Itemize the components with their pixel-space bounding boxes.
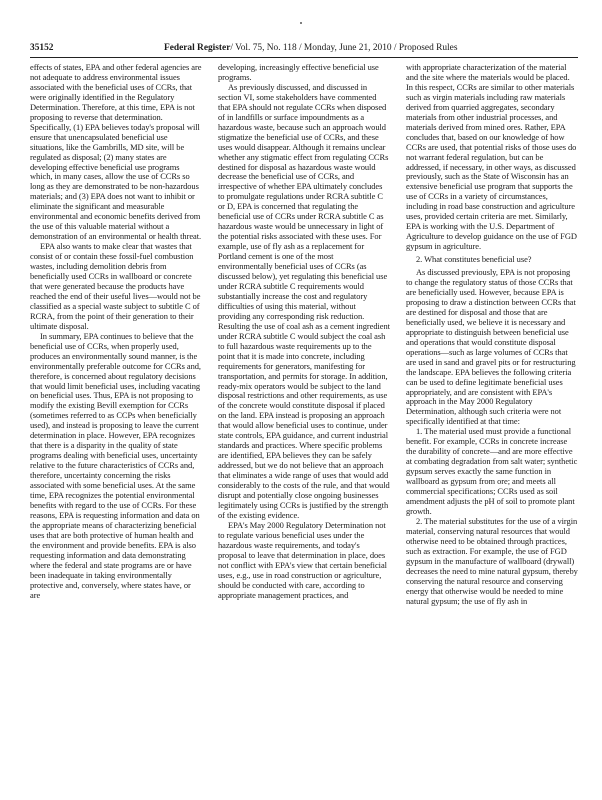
- paragraph: 2. The material substitutes for the use of a virgin material, conserving natural resources that would otherwise need to be obtained through practices, such as extraction. For example, the use of FGD gypsum in the manufacture of wallboard (drywall) decreases the need to mine natural gypsum, thereby conserving the natural resource and conserving energy that otherwise would be needed to mine natural gypsum; the use of fly ash in: [406, 515, 578, 606]
- page-number: 35152: [30, 43, 54, 53]
- scan-speck: [300, 22, 302, 24]
- running-header: [30, 41, 578, 55]
- paragraph: EPA also wants to make clear that wastes that consist of or contain these fossil-fuel combustion wastes, including demolition debris from beneficially used CCRs in wallboard or concrete that were generated because the products have reached the end of their useful lives—would not be classified as a special waste subject to subtitle C of RCRA, from the point of their generation to their ultimate disposal.: [30, 241, 201, 331]
- paragraph: As previously discussed, and discussed in section VI, some stakeholders have commented that EPA should not regulate CCRs when disposed of in landfills or surface impoundments as a hazardous waste, because such an approach would stigmatize the beneficial use of CCRs, and these uses would disappear. Although it remains unclear whether any stigmatic effect from regulating CCRs destined for disposal as hazardous waste would decrease the beneficial use of CCRs, and irrespective of whether EPA ultimately concludes to promulgate regulations under RCRA subtitle C or D, EPA is concerned that regulating the beneficial use of CCRs under RCRA subtitle C as hazardous waste would be unnecessary in light of the potential risks associated with these uses. For example, use of fly ash as a replacement for Portland cement is one of the most environmentally beneficial uses of CCRs (as discussed below), yet regulating this beneficial use under RCRA subtitle C requirements would substantially increase the cost and regulatory difficulties of using this material, without providing any corresponding risk reduction. Resulting the use of coal ash as a cement ingredient under RCRA subtitle C would subject the coal ash to full hazardous waste requirements up to the point that it is made into concrete, including requirements for generators, manifesting for transportation, and permits for storage. In addition, ready-mix operators would be subject to the land disposal restrictions and other requirements, as use of the concrete would constitute disposal if placed on the land. EPA instead is proposing an approach that would allow beneficial uses to continue, under state controls, EPA guidance, and current industrial standards and practices. Where specific problems are identified, EPA believes they can be safely addressed, but we do not believe that an approach that eliminates a wide range of uses that would add considerably to the costs of the rule, and that would disrupt and potentially close ongoing businesses legitimately using CCRs is justified by the strength of the existing evidence.: [218, 81, 390, 520]
- text-column-1: [30, 63, 202, 793]
- paragraph: effects of states, EPA and other federal agencies are not adequate to address environmental issues associated with the beneficial uses of CCRs, that were originally identified in the Regulatory Determination. Therefore, at this time, EPA is not proposing to reverse that determination. Specifically, (1) EPA believes today's proposal will ensure that unencapsulated beneficial use situations, like the Gambrills, MD site, will be regulated as disposal; (2) many states are developing effective beneficial use programs which, in many cases, allow the use of CCRs so long as they are demonstrated to be non-hazardous materials; and (3) EPA does not want to inhibit or eliminate the significant and measurable environmental and economic benefits derived from the use of this valuable material without a demonstration of an environmental or health threat.: [30, 63, 202, 242]
- publication-title: Federal Register: [164, 43, 231, 53]
- paragraph: developing, increasingly effective beneficial use programs.: [218, 63, 379, 82]
- section-question: 2. What constitutes beneficial use?: [416, 254, 532, 265]
- header-rule: [30, 57, 578, 58]
- paragraph: As discussed previously, EPA is not proposing to change the regulatory status of those CCRs that are beneficially used. However, because EPA is proposing to draw a distinction between CCRs that are destined for disposal and those that are beneficially used, we believe it is necessary and appropriate to distinguish between beneficial use and operations that would constitute disposal operations—such as large volumes of CCRs that are used in sand and gravel pits or for restructuring the landscape. EPA believes the following criteria can be used to define legitimate beneficial uses appropriately, and are consistent with EPA's approach in the May 2000 Regulatory Determination, although such criteria were not specifically identified at that time:: [406, 267, 576, 427]
- text-column-3: [406, 63, 578, 793]
- text-column-2: [218, 63, 390, 793]
- paragraph: In summary, EPA continues to believe that the beneficial use of CCRs, when properly used, produces an environmentally sound manner, is the environmentally preferable outcome for CCRs and, therefore, is concerned about regulatory decisions that would limit beneficial uses, including vacating on beneficial uses. Thus, EPA is not proposing to modify the existing Bevill exemption for CCRs (sometimes referred to as CCPs when beneficially used), and instead is proposing to leave the current determination in place. However, EPA recognizes that there is a disparity in the quality of state programs dealing with beneficial uses, uncertainty relative to the future characteristics of CCRs and, therefore, uncertainty concerning the risks associated with some beneficial uses. At the same time, EPA recognizes the potential environmental benefits with regard to the use of CCRs. For these reasons, EPA is requesting information and data on the appropriate means of characterizing beneficial uses that are both protective of human health and the environment and provide benefits. EPA is also requesting information and data demonstrating where the federal and state programs are or have been inadequate in taking environmentally protective and, conversely, where states have, or are: [30, 330, 201, 600]
- paragraph: with appropriate characterization of the material and the site where the materials would be placed. In this respect, CCRs are similar to other materials such as virgin materials including raw materials derived from quarried aggregates, secondary materials from other industrial processes, and materials derived from mined ores. Rather, EPA concludes that, based on our knowledge of how CCRs are used, that potential risks of those uses do not warrant federal regulation, but can be addressed, if necessary, in other ways, as discussed previously, such as the State of Wisconsin has an extensive beneficial use program that supports the use of CCRs in a variety of circumstances, including in road base construction and agriculture uses, provided certain criteria are met. Similarly, EPA is working with the U.S. Department of Agriculture to develop guidance on the use of FGD gypsum in agriculture.: [406, 63, 577, 252]
- paragraph: 1. The material used must provide a functional benefit. For example, CCRs in concrete increase the durability of concrete—and are more effective at combating degradation from salt water; synthetic gypsum serves exactly the same function in wallboard as gypsum from ore; and meets all commercial specifications; CCRs used as soil amendment adjusts the pH of soil to promote plant growth.: [406, 426, 578, 516]
- publication-line: [164, 41, 457, 55]
- issue-info: / Vol. 75, No. 118 / Monday, June 21, 2010 / Proposed Rules: [230, 43, 458, 53]
- paragraph: EPA's May 2000 Regulatory Determination not to regulate various beneficial uses under the hazardous waste requirements, and today's proposal to leave that determination in place, does not conflict with EPA's view that certain beneficial uses, e.g., use in road construction or agriculture, should be conducted with care, according to appropriate management practices, and: [218, 519, 387, 600]
